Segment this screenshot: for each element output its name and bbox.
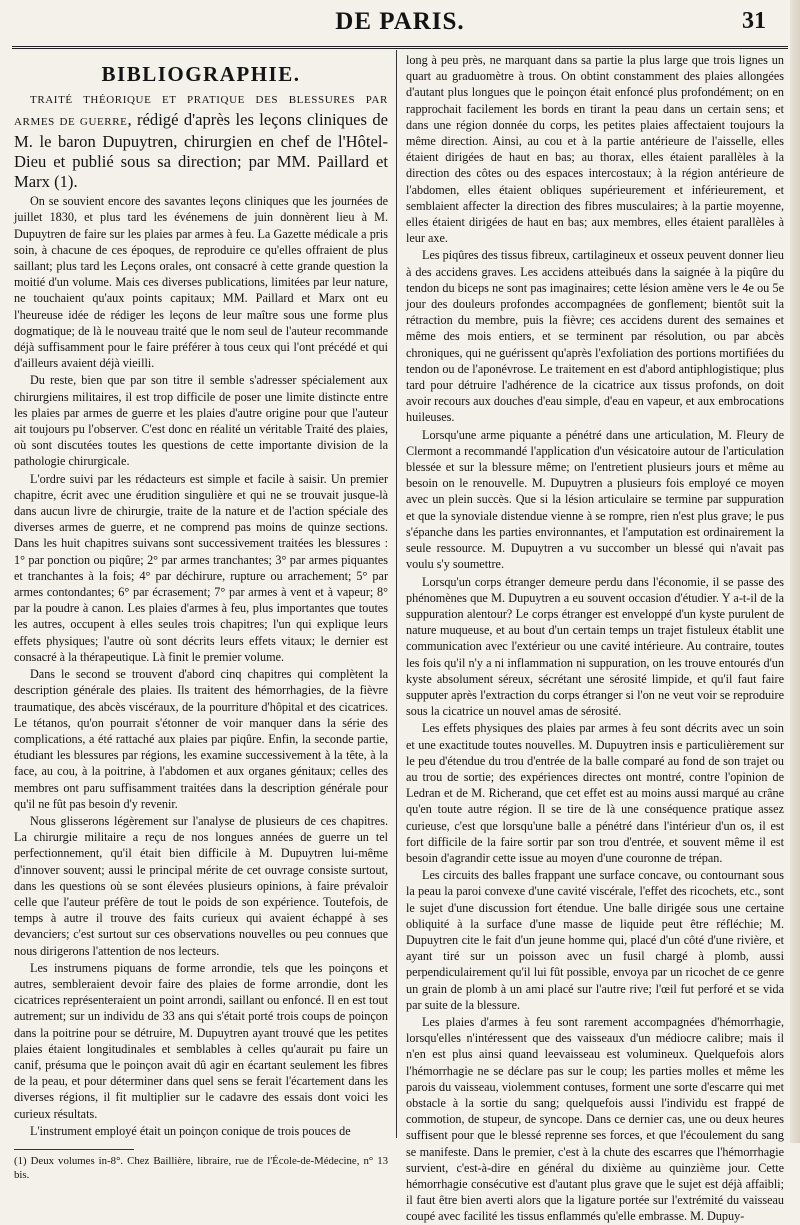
footnote: (1) Deux volumes in-8°. Chez Baillière, libraire, rue de l'École-de-Médecine, n° 13 bis.: [14, 1154, 388, 1181]
paragraph-continued: long à peu près, ne marquant dans sa partie la plus large que trois lignes un quart au graduomètre à trous. On obtint constamment des plaies allongées d'autant plus longues que le poinçon était enfoncé plus profondément; on en rapprochait facilement les bords en tirant la peau dans un certain sens; et dans une région donnée du corps, les petites plaies affectaient toujours la même direction. Ainsi, au cou et à la partie antérieure de l'aisselle, elles étaient dirigées de haut en bas; au thorax, elles étaient parallèles à la direction des côtes ou des espaces intercostaux; à la région antérieure de l'abdomen, elles étaient obliques supérieurement et inférieurement, et semblaient affecter la direction des fibres musculaires; à la partie moyenne, elles étaient dirigées de haut en bas; aux membres, elles étaient parallèles à leur axe.: [406, 53, 784, 246]
paragraph: Les instrumens piquans de forme arrondie, tels que les poinçons et autres, sembleraient devoir faire des plaies de forme arrondie, dont les cicatrices représenteraient un point arrondi, saillant ou enfoncé. Il en est tout autrement; sur un individu de 33 ans qui s'était porté trois coups de poinçon dans la poitrine pour se détruire, M. Dupuytren ayant trouvé que les petites plaies étaient longitudinales et semblables à celles qu'aurait pu faire un canif, présuma que le poinçon avait dû agir en écartant seulement les fibres de la peau, et pour déterminer dans quel sens se ferait l'écartement dans les diverses régions, il fit multiplier sur le cadavre des essais dont voici les curieux résultats.: [14, 960, 388, 1121]
paragraph: L'ordre suivi par les rédacteurs est simple et facile à saisir. Un premier chapitre, écrit avec une érudition singulière et qui ne se trouvait jusque-là dans aucun livre de chirurgie, traite de la nature et de l'action spéciale des diverses armes de guerre, et ne comprend pas moins de quinze sections. Dans les huit chapitres suivans sont successivement traitées les blessures : 1° par ponction ou piqûre; 2° par armes tranchantes; 3° par armes piquantes et tranchantes à la fois; 4° par déchirure, rupture ou arrachement; 5° par armes contondantes; 6° par écrasement; 7° par armes à vent et à vapeur; 8° par la poudre à canon. Les plaies d'armes à feu, plus importantes que toutes les autres, occupent à elles seules trois chapitres; l'un qui explique leurs effets physiques; l'autre où sont décrits leurs effets vitaux; le dernier est consacré à la thérapeutique. Là finit le premier volume.: [14, 471, 388, 664]
paragraph: Lorsqu'une arme piquante a pénétré dans une articulation, M. Fleury de Clermont a recommandé l'application d'un vésicatoire autour de l'articulation blessée et sur la blessure même; on l'entretient plusieurs jours et même au besoin on le renouvelle. M. Dupuytren a plusieurs fois employé ce moyen avec un plein succès. Que si la lésion articulaire se termine par suppuration et que la synoviale distendue vienne à se rompre, rien n'est plus grave; le pus s'épanche dans les parties environnantes, et l'amputation est ordinairement la seule ressource. M. Dupuytren a vu succomber un blessé qui n'avait pas voulu s'y soumettre.: [406, 427, 784, 572]
paragraph: L'instrument employé était un poinçon conique de trois pouces de: [30, 1123, 351, 1138]
book-title-lead: TRAITÉ THÉORIQUE ET PRATIQUE DES BLESSURES PAR ARMES DE GUERRE: [14, 94, 388, 129]
footnote-rule: [14, 1149, 134, 1150]
column-divider: [396, 50, 397, 1138]
book-title: [14, 88, 388, 192]
running-header: DE PARIS.: [335, 8, 465, 35]
paragraph: Lorsqu'un corps étranger demeure perdu dans l'économie, il se passe des phénomènes que M. Dupuytren a eu souvent occasion d'étudier. Y a-t-il de la suppuration alentour? Le corps étranger est enveloppé d'un kyste purulent de nature muqueuse, et au bout d'un certain temps un trajet fistuleux établit une communication avec l'extérieur ou une cavité intérieure. Au contraire, toutes les fois qu'il n'y a ni inflammation ni suppuration, on les trouve entourés d'un kyste absolument séreux, sécrétant une sérosité limpide, et qu'il faut faire supputer après l'extraction du corps étranger si l'on ne veut voir se reproduire sous la cicatrice un nouvel amas de sérosité.: [406, 574, 784, 719]
book-title-rest: , rédigé d'après les leçons cliniques de M. le baron Dupuytren, chirurgien en chef de l'Hôtel-Dieu et publié sous sa direction; par MM. Paillard et Marx (1).: [14, 110, 388, 192]
paragraph: Nous glisserons légèrement sur l'analyse de plusieurs de ces chapitres. La chirurgie militaire a reçu de nos longues années de guerre un tel perfectionnement, qu'il était bien difficile à M. Dupuytren lui-même d'innover souvent; aussi le principal mérite de cet ouvrage consiste surtout, dans les questions où se sont élevées plusieurs opinions, à faire prévaloir celle que l'auteur préfère de tout le poids de son expérience. Toutefois, de temps à autre il trouve des faits curieux qui avaient échappé à ses devanciers; c'est surtout sur ces observations nouvelles ou peu connues que nous dirigerons l'attention de nos lecteurs.: [14, 813, 388, 958]
paragraph: Les effets physiques des plaies par armes à feu sont décrits avec un soin et une exactitude toutes nouvelles. M. Dupuytren insis e particulièrement sur le peu d'étendue du trou d'entrée de la balle comparé au fond de son trajet ou au trou de sortie; des expériences directes ont montré, contre l'opinion de Ledran et de M. Richerand, que cet effet est au moins aussi marqué au crâne qu'en toute autre région. Il se tire de là une conséquence pratique assez curieuse, c'est que lorsqu'une balle a pénétré dans l'intérieur d'un os, il est fort difficile de la faire sortir par son trou d'entrée, et souvent même il est besoin d'agrandir cette issue au moyen d'une couronne de trépan.: [406, 721, 784, 865]
header-rule: [12, 46, 788, 49]
page-fold-shadow: [790, 0, 800, 1143]
left-column: [14, 52, 388, 1181]
paragraph: Du reste, bien que par son titre il semble s'adresser spécialement aux chirurgiens militaires, il est trop difficile de poser une limite distincte entre les plaies par armes de guerre et les plaies d'autre origine pour que l'auteur ait toujours pu l'observer. C'est donc en réalité un véritable Traité des plaies, où sont discutées toutes les questions de cette importante division de la pathologie chirurgicale.: [14, 373, 388, 469]
paragraph: On se souvient encore des savantes leçons cliniques que les journées de juillet 1830, et plus tard les événemens de juin donnèrent lieu à M. Dupuytren de faire sur les plaies par armes à feu. La Gazette médicale a pris soin, à chacune de ces époques, de reproduire ce qu'elles offraient de plus saillant; plus tard les Leçons orales, ont consacré à cette grande question la moitié d'un volume. Mais ces diverses publications, limitées par leur nature, ne touchaient qu'aux points capitaux; MM. Paillard et Marx ont eu l'heureuse idée de rédiger les leçons de leur maître sous une forme plus dogmatique; de là le nouveau traité que le nom seul de l'auteur recommande déjà suffisamment pour le faire préférer à tous ceux qui l'ont précédé et qui d'ailleurs avaient déjà vieilli.: [14, 194, 388, 371]
paragraph: Les plaies d'armes à feu sont rarement accompagnées d'hémorrhagie, lorsqu'elles n'intéressent que des vaisseaux d'un médiocre calibre; mais il n'en est plus ainsi quand leevaisseau est volumineux. Quelquefois alors l'hémorrhagie ne se déclare pas sur le coup; les parties molles et même les parois du vaisseau, violemment contuses, forment une sorte d'escarre qui met obstacle à la sortie du sang; quelquefois aussi l'individu est frappé de commotion, de stupeur, de syncope. Dans ce dernier cas, une ou deux heures suffisent pour que le blessé reprenne ses forces, et que l'écoulement du sang se manifeste. Dans le premier, c'est à la chute des escarres que l'hémorrhagie survient, c'est-à-dire en général du dixième au quinzième jour. Cette hémorrhagie consécutive est d'autant plus grave que le sujet est déjà affaibli; il faut être bien averti alors que la ligature portée sur l'extrémité du vaisseau coupé avec facilité les tissus enflammés qu'elle embrasse. M. Dupuy-: [406, 1014, 784, 1224]
paragraph: Les piqûres des tissus fibreux, cartilagineux et osseux peuvent donner lieu à des accidens graves. Les accidens atteibués dans la saignée à la piqûre du tendon du biceps ne sont pas imaginaires; cette lésion amène vers le 4e ou 5e jour des douleurs profondes accompagnées de gonflement; bientôt suit la rétraction du membre, puis la fièvre; ces accidens durent des semaines et même des mois entiers, et se terminent par résolution, ou par abcès chroniques, qui ne guérissent qu'après l'exfoliation des portions mortifiées du tendon ou de l'aponévrose. Le traitement en est d'abord antiphlogistique; plus tard pour détruire l'adhérence de la cicatrice aux tissus profonds, on doit avoir recours aux douches d'eau simple, d'eau en vapeur, et aux embrocations huileuses.: [406, 248, 784, 425]
paragraph: Dans le second se trouvent d'abord cinq chapitres qui complètent la description générale des plaies. Ils traitent des hémorrhagies, de la fièvre traumatique, des abcès viscéraux, de la pourriture d'hôpital et des cicatrices. Le tétanos, qu'on pourrait s'étonner de voir manquer dans la série des complications, a été rattaché aux plaies par piqûre. Enfin, la seconde partie, étudiant les blessures par régions, les examine successivement à la tête, à la face, au cou, à la poitrine, à l'abdomen et aux organes génitaux; celles des membres ont paru suffisamment traitées dans la description générale pour qu'il ne fût pas besoin d'y revenir.: [14, 667, 388, 811]
right-column: [406, 52, 784, 1224]
section-title: BIBLIOGRAPHIE.: [101, 62, 301, 86]
paragraph: Les circuits des balles frappant une surface concave, ou contournant sous la peau la paroi convexe d'une cavité viscérale, l'effet des ricochets, etc., sont le sujet d'une discussion fort étendue. Une balle dirigée sous une certaine obliquité à la surface d'une masse de liquide peut être réfléchie; M. Dupuytren cite le fait d'un jeune homme qui, placé d'un côté d'une rivière, et ayant tiré sur un poisson avec un fusil chargé à plomb, aussi perpendiculairement qu'il lui fût possible, envoya par un ricochet de ce genre un grain de plomb à un ami placé sur l'autre rive; l'œil fut perforé et se vida par suite de la blessure.: [406, 868, 784, 1012]
page-number: 31: [742, 8, 766, 34]
